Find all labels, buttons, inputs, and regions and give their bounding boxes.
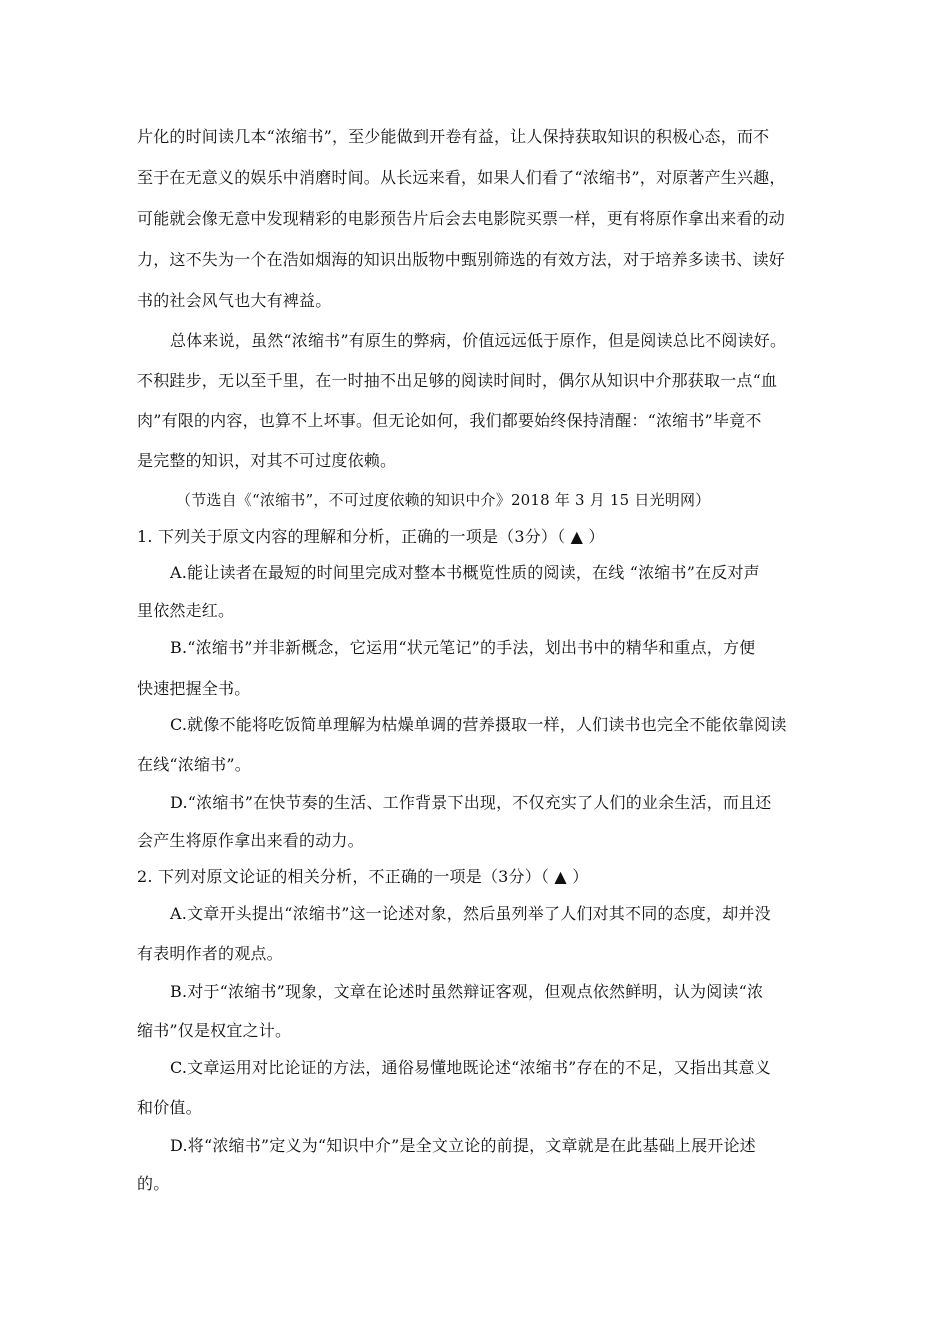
question-1-option-c: C.就像不能将吃饭简单理解为枯燥单调的营养摄取一样，人们读书也完全不能依靠阅读 <box>170 715 787 734</box>
question-2-option-c-cont: 和价值。 <box>137 1098 202 1117</box>
question-2-stem: 2. 下列对原文论证的相关分析，不正确的一项是（3分）（ ▲ ） <box>137 867 589 886</box>
question-1-option-b-cont: 快速把握全书。 <box>137 679 251 698</box>
question-2-option-c: C.文章运用对比论证的方法，通俗易懂地既论述“浓缩书”存在的不足，又指出其意义 <box>170 1058 771 1077</box>
passage-line: 力，这不失为一个在浩如烟海的知识出版物中甄别筛选的有效方法，对于培养多读书、读好 <box>137 250 786 269</box>
passage-line: 书的社会风气也大有裨益。 <box>137 291 332 310</box>
question-1-option-d: D.“浓缩书”在快节奏的生活、工作背景下出现，不仅充实了人们的业余生活，而且还 <box>170 793 772 812</box>
question-2-option-a: A.文章开头提出“浓缩书”这一论述对象，然后虽列举了人们对其不同的态度，却并没 <box>170 904 771 923</box>
passage-line: 至于在无意义的娱乐中消磨时间。从长远来看，如果人们看了“浓缩书”，对原著产生兴趣， <box>137 168 786 187</box>
question-1-stem: 1. 下列关于原文内容的理解和分析，正确的一项是（3分）（ ▲ ） <box>137 527 605 546</box>
question-2-option-b: B.对于“浓缩书”现象，文章在论述时虽然辩证客观，但观点依然鲜明，认为阅读“浓 <box>170 982 764 1001</box>
question-2-option-d-cont: 的。 <box>137 1174 170 1193</box>
passage-line: 不积跬步，无以至千里，在一时抽不出足够的阅读时间时，偶尔从知识中介那获取一点“血 <box>137 371 778 390</box>
passage-line: 片化的时间读几本“浓缩书”，至少能做到开卷有益，让人保持获取知识的积极心态，而不 <box>137 127 770 146</box>
question-1-option-a-cont: 里依然走红。 <box>137 601 235 620</box>
question-1-option-c-cont: 在线“浓缩书”。 <box>137 755 251 774</box>
passage-line: 是完整的知识，对其不可过度依赖。 <box>137 451 397 470</box>
question-2-option-d: D.将“浓缩书”定义为“知识中介”是全文立论的前提，文章就是在此基础上展开论述 <box>170 1136 756 1155</box>
passage-line: 肉”有限的内容，也算不上坏事。但无论如何，我们都要始终保持清醒：“浓缩书”毕竟不 <box>137 411 762 430</box>
question-1-option-b: B.“浓缩书”并非新概念，它运用“状元笔记”的手法，划出书中的精华和重点，方便 <box>170 638 756 657</box>
question-2-option-a-cont: 有表明作者的观点。 <box>137 944 283 963</box>
question-1-option-d-cont: 会产生将原作拿出来看的动力。 <box>137 831 364 850</box>
source-citation: （节选自《“浓缩书”，不可过度依赖的知识中介》2018 年 3 月 15 日光明网） <box>176 491 711 509</box>
passage-line: 总体来说，虽然“浓缩书”有原生的弊病，价值远远低于原作，但是阅读总比不阅读好。 <box>170 331 787 350</box>
passage-line: 可能就会像无意中发现精彩的电影预告片后会去电影院买票一样，更有将原作拿出来看的动 <box>137 209 786 228</box>
question-2-option-b-cont: 缩书”仅是权宜之计。 <box>137 1021 292 1040</box>
question-1-option-a: A.能让读者在最短的时间里完成对整本书概览性质的阅读，在线 “浓缩书”在反对声 <box>170 563 760 582</box>
